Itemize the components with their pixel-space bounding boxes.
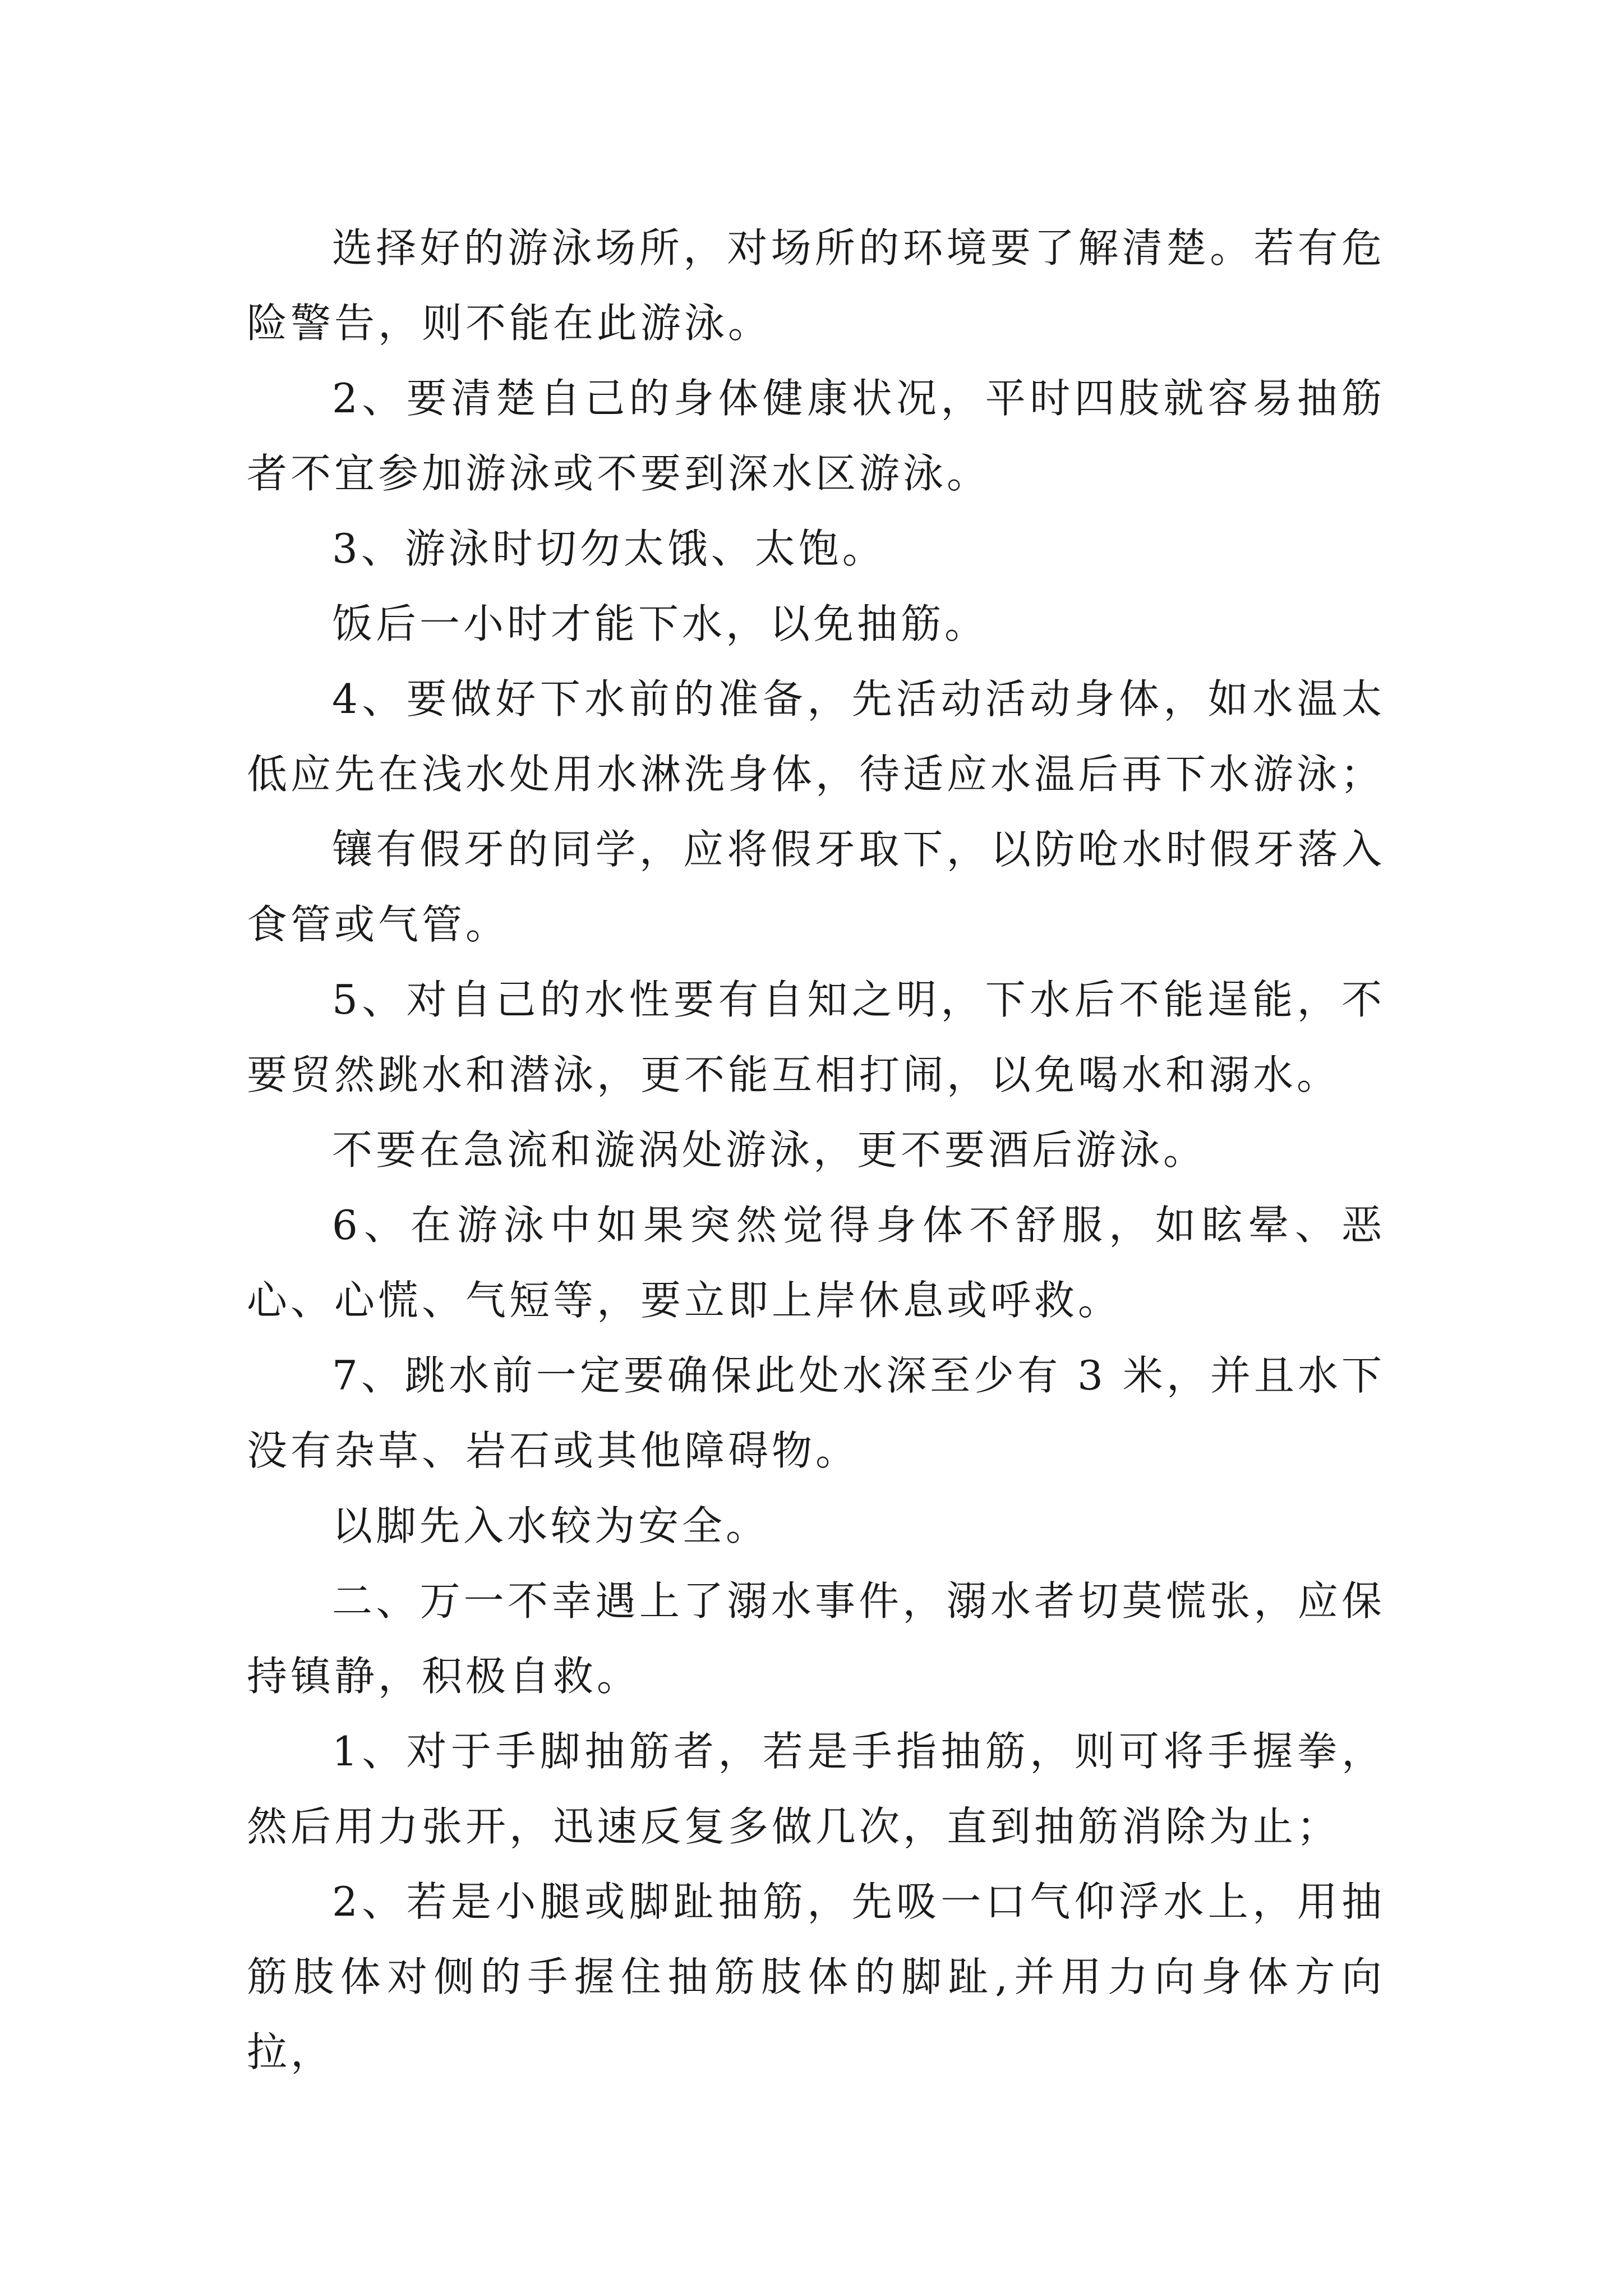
paragraph: 4、要做好下水前的准备，先活动活动身体，如水温太低应先在浅水处用水淋洗身体，待适应水温后再下水游泳； (247, 675, 1385, 798)
paragraph: 5、对自己的水性要有自知之明，下水后不能逞能，不要贸然跳水和潜泳，更不能互相打闹，以免喝水和溺水。 (247, 976, 1385, 1098)
paragraph: 2、要清楚自己的身体健康状况，平时四肢就容易抽筋者不宜参加游泳或不要到深水区游泳。 (247, 375, 1385, 497)
paragraph: 选择好的游泳场所，对场所的环境要了解清楚。若有危险警告，则不能在此游泳。 (247, 224, 1385, 347)
paragraph: 以脚先入水较为安全。 (332, 1502, 770, 1549)
paragraph: 7、跳水前一定要确保此处水深至少有 3 米，并且水下没有杂草、岩石或其他障碍物。 (247, 1352, 1385, 1474)
document-body (247, 210, 1385, 2090)
paragraph: 饭后一小时才能下水，以免抽筋。 (332, 600, 989, 647)
paragraph: 镶有假牙的同学，应将假牙取下，以防呛水时假牙落入食管或气管。 (247, 826, 1385, 948)
paragraph: 6、在游泳中如果突然觉得身体不舒服，如眩晕、恶心、心慌、气短等，要立即上岸休息或呼救。 (247, 1202, 1385, 1324)
paragraph: 3、游泳时切勿太饿、太饱。 (332, 525, 886, 572)
paragraph: 1、对于手脚抽筋者，若是手指抽筋，则可将手握拳，然后用力张开，迅速反复多做几次，直到抽筋消除为止； (247, 1728, 1385, 1850)
paragraph: 不要在急流和漩涡处游泳，更不要酒后游泳。 (332, 1126, 1207, 1174)
paragraph: 2、若是小腿或脚趾抽筋，先吸一口气仰浮水上，用抽筋肢体对侧的手握住抽筋肢体的脚趾,并用力向身体方向拉， (247, 1878, 1385, 2076)
paragraph: 二、万一不幸遇上了溺水事件，溺水者切莫慌张，应保持镇静，积极自救。 (247, 1577, 1385, 1700)
